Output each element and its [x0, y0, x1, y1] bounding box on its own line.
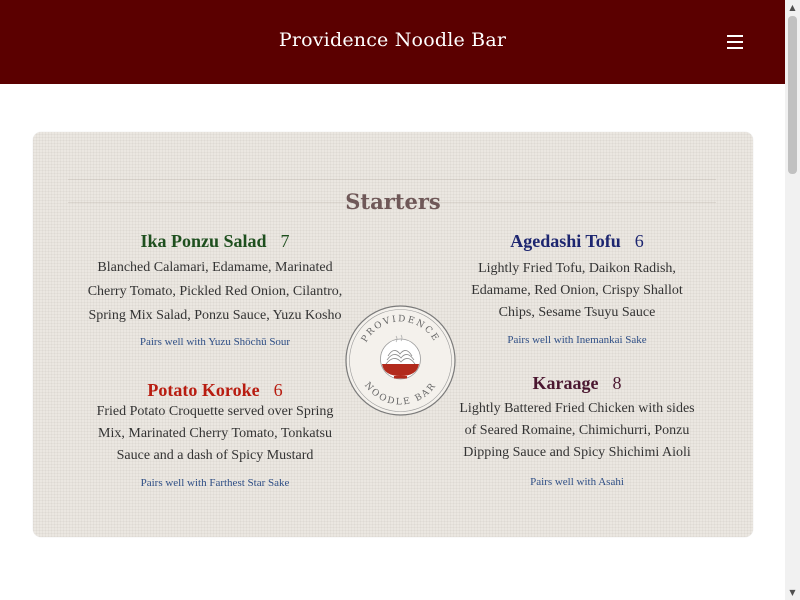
- description-line: Fried Potato Croquette served over Spring: [96, 404, 334, 419]
- item-pairing: Pairs well with Farthest Star Sake: [140, 477, 290, 489]
- item-price: 8: [612, 373, 622, 393]
- menu-item-potato-koroke: [73, 380, 357, 489]
- item-name: Agedashi Tofu: [510, 231, 621, 251]
- menu-item-agedashi-tofu: [435, 231, 719, 346]
- description-line: Dipping Sauce and Spicy Shichimi Aioli: [463, 445, 691, 460]
- menu-image: [33, 132, 753, 537]
- description-line: Mix, Marinated Cherry Tomato, Tonkatsu: [98, 426, 332, 441]
- description-line: of Seared Romaine, Chimichurri, Ponzu: [464, 423, 690, 438]
- item-pairing: Pairs well with Asahi: [530, 476, 624, 488]
- section-title: Starters: [345, 189, 441, 214]
- scroll-up-arrow-icon[interactable]: ▲: [789, 3, 796, 12]
- scroll-down-arrow-icon[interactable]: ▼: [789, 588, 796, 597]
- item-price: 6: [273, 380, 283, 400]
- site-header: [0, 0, 785, 84]
- description-line: Lightly Battered Fried Chicken with sides: [459, 401, 695, 416]
- hamburger-menu-icon[interactable]: [723, 30, 747, 54]
- description-line: Sauce and a dash of Spicy Mustard: [116, 448, 314, 463]
- description-line: Cherry Tomato, Pickled Red Onion, Cilantro,: [87, 284, 343, 299]
- vertical-scrollbar[interactable]: [785, 0, 800, 600]
- description-line: Blanched Calamari, Edamame, Marinated: [97, 260, 333, 275]
- description-line: Lightly Fried Tofu, Daikon Radish,: [478, 261, 676, 276]
- item-price: 7: [280, 231, 290, 251]
- menu-item-karaage: [435, 373, 719, 488]
- item-description: [435, 258, 719, 324]
- item-price: 6: [634, 231, 644, 251]
- noodle-bar-logo: [344, 304, 457, 417]
- scrollbar-thumb[interactable]: [788, 16, 797, 174]
- item-name: Potato Koroke: [147, 380, 260, 400]
- item-description: [73, 256, 357, 328]
- item-pairing: Pairs well with Inemankai Sake: [507, 334, 647, 346]
- item-name: Karaage: [532, 373, 599, 393]
- site-title[interactable]: Providence Noodle Bar: [278, 29, 507, 51]
- description-line: Spring Mix Salad, Ponzu Sauce, Yuzu Kosho: [88, 308, 342, 323]
- item-description: [435, 398, 719, 464]
- description-line: Chips, Sesame Tsuyu Sauce: [498, 305, 656, 320]
- description-line: Edamame, Red Onion, Crispy Shallot: [471, 283, 683, 298]
- item-description: [73, 401, 357, 467]
- menu-line: [727, 47, 743, 49]
- menu-item-ika-ponzu-salad: [73, 231, 357, 348]
- logo-top-text: PROVIDENCE: [359, 314, 442, 345]
- menu-line: [727, 35, 743, 37]
- item-pairing: Pairs well with Yuzu Shōchū Sour: [139, 336, 291, 348]
- item-name: Ika Ponzu Salad: [140, 231, 267, 251]
- logo-bottom-text: NOODLE BAR: [362, 380, 439, 408]
- menu-line: [727, 41, 743, 43]
